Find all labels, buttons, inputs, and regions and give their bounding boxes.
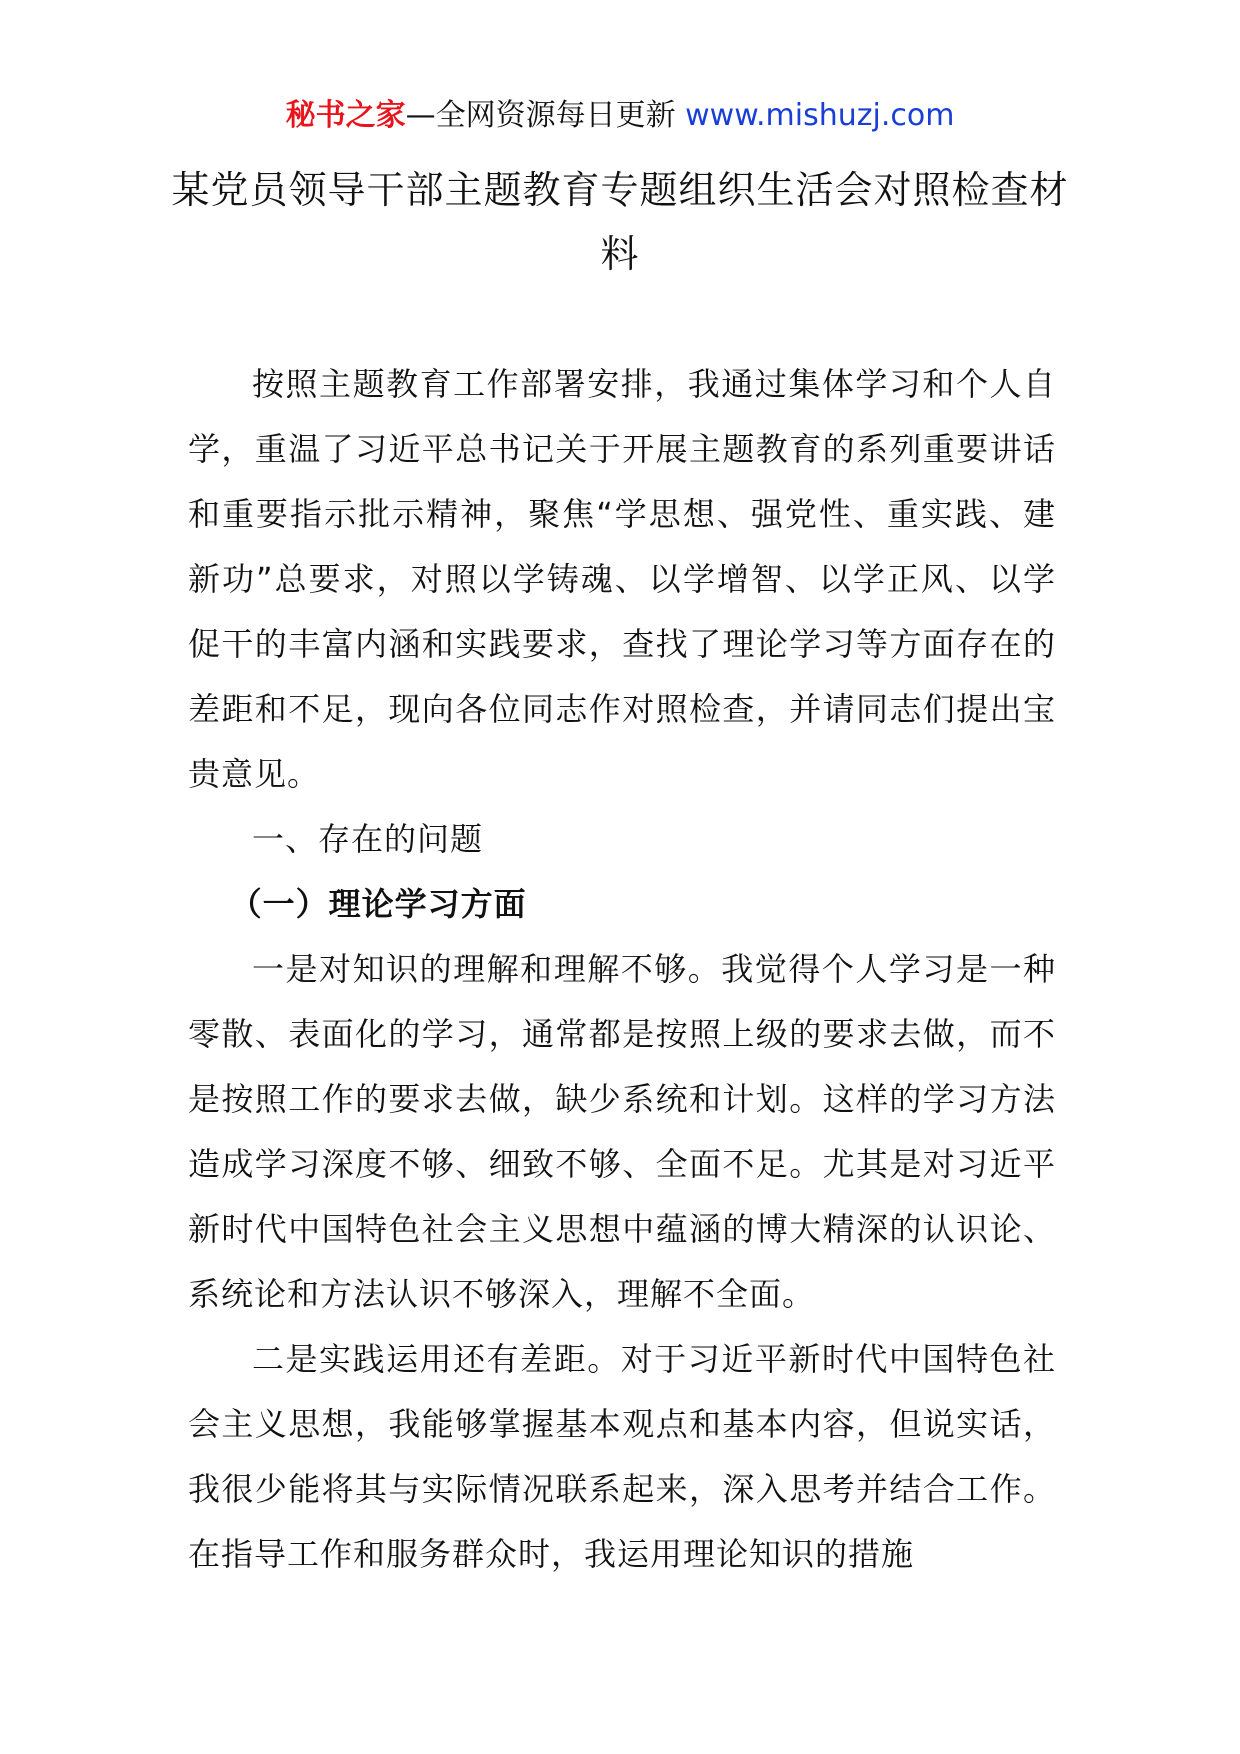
document-body (188, 352, 1056, 1587)
body-paragraph: 二是实践运用还有差距。对于习近平新时代中国特色社会主义思想，我能够掌握基本观点和基本内容，但说实话，我很少能将其与实际情况联系起来，深入思考并结合工作。在指导工作和服务群众时，我运用理论知识的措施 (188, 1340, 1056, 1573)
document-title: 某党员领导干部主题教育专题组织生活会对照检查材料 (171, 168, 1069, 276)
section-heading: 一、存在的问题 (252, 820, 484, 858)
header-tagline: —全网资源每日更新 (405, 98, 686, 133)
body-paragraph: 一是对知识的理解和理解不够。我觉得个人学习是一种零散、表面化的学习，通常都是按照上级的要求去做，而不是按照工作的要求去做，缺少系统和计划。这样的学习方法造成学习深度不够、细致不够、全面不足。尤其是对习近平新时代中国特色社会主义思想中蕴涵的博大精深的认识论、系统论和方法认识不够深入，理解不全面。 (188, 950, 1056, 1313)
brand-name: 秘书之家 (285, 98, 406, 133)
subsection-heading: （一）理论学习方面 (229, 885, 527, 923)
site-header (0, 96, 1240, 136)
site-url-link[interactable]: www.mishuzj.com (685, 98, 955, 133)
intro-paragraph: 按照主题教育工作部署安排，我通过集体学习和个人自学，重温了习近平总书记关于开展主题教育的系列重要讲话和重要指示批示精神，聚焦“学思想、强党性、重实践、建新功”总要求，对照以学铸魂、以学增智、以学正风、以学促干的丰富内涵和实践要求，查找了理论学习等方面存在的差距和不足，现向各位同志作对照检查，并请同志们提出宝贵意见。 (188, 365, 1056, 793)
